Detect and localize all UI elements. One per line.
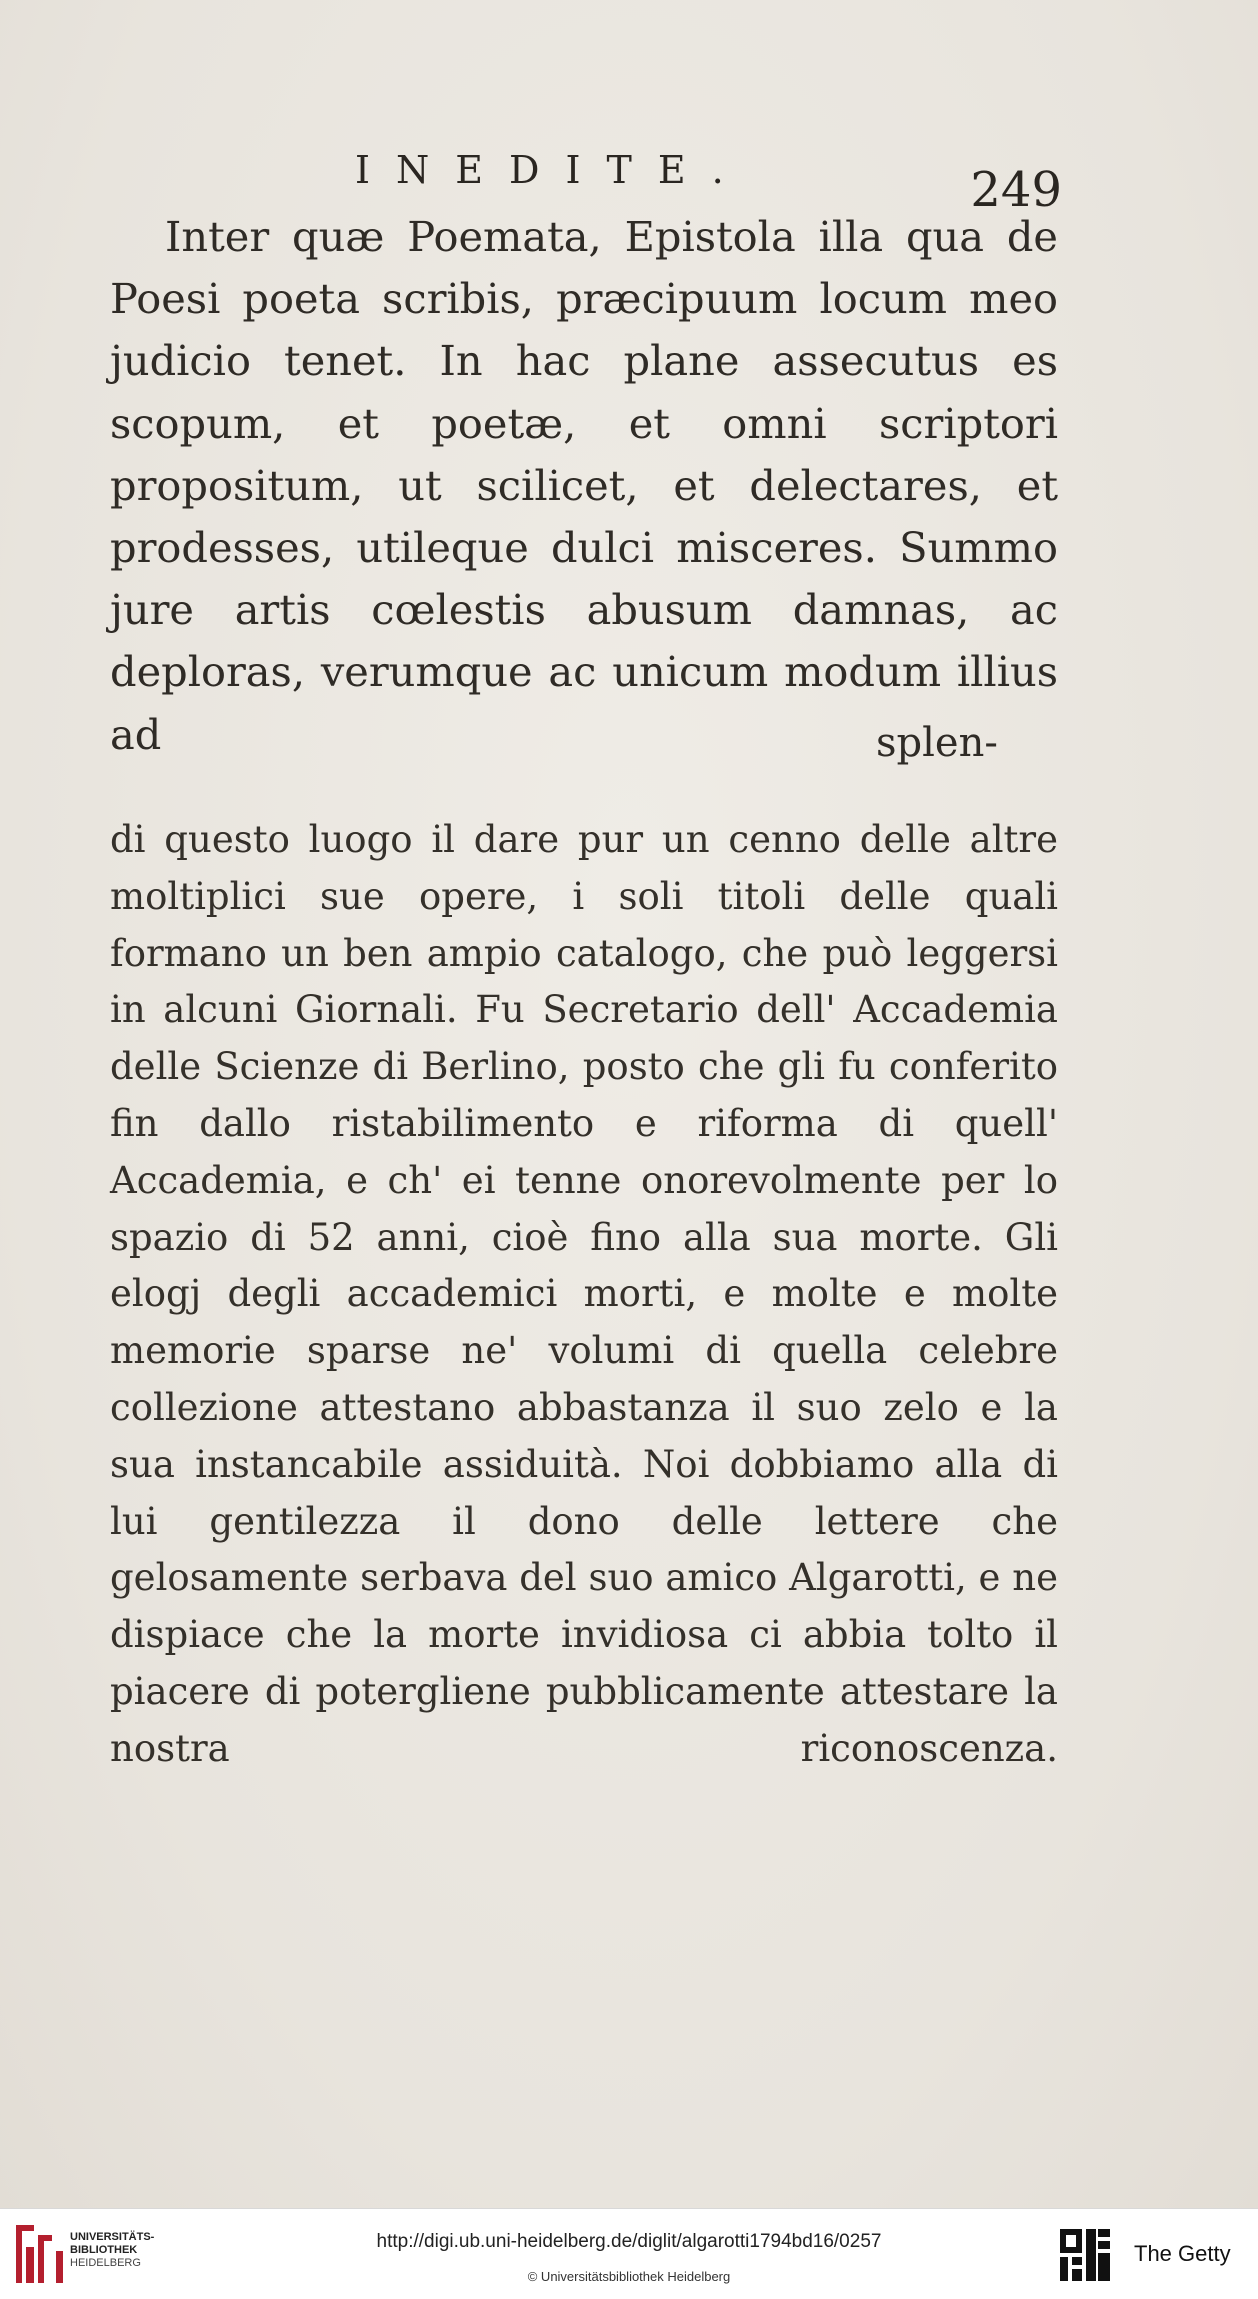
permalink-url[interactable]: http://digi.ub.uni-heidelberg.de/diglit/algarotti1794bd16/0257: [376, 2231, 882, 2252]
getty-name: The Getty: [1134, 2241, 1231, 2266]
running-title: INEDITE.: [355, 148, 750, 192]
page-header: [110, 148, 1070, 218]
catchword: splen-: [876, 720, 998, 766]
copyright-notice: © Universitätsbibliothek Heidelberg: [527, 2269, 731, 2284]
viewer-footer: [0, 2208, 1258, 2299]
latin-paragraph: [110, 206, 1058, 766]
university-library-name: UNIVERSITÄTS- BIBLIOTHEK HEIDELBERG: [70, 2231, 155, 2269]
page-number: 249: [970, 162, 1062, 218]
latin-paragraph-text: Inter quæ Poemata, Epistola illa qua de Poesi poeta scribis, præcipuum locum meo judicio tenet. In hac plane assecutus es scopum, et poetæ, et omni scriptori propositum, ut scilicet, et delectares, et prodesses, utileque dulci misceres. Summo jure artis cœlestis abusum damnas, ac deploras, verumque ac unicum modum illius ad: [110, 212, 1058, 759]
getty-logo: [1058, 2227, 1112, 2283]
italian-paragraph: di questo luogo il dare pur un cenno delle altre moltiplici sue opere, i soli titoli delle quali formano un ben ampio catalogo, che può leggersi in alcuni Giornali. Fu Secretario dell' Accademia delle Scienze di Berlino, posto che gli fu conferito fin dallo ristabilimento e riforma di quell' Accademia, e ch' ei tenne onorevolmente per lo spazio di 52 anni, cioè fino alla sua morte. Gli elogj degli accademici morti, e molte e molte memorie sparse ne' volumi di quella celebre collezione attestano abbastanza il suo zelo e la sua instancabile assiduità. Noi dobbiamo alla di lui gentilezza il dono delle lettere che gelosamente serbava del suo amico Algarotti, e ne dispiace che la morte invidiosa ci abbia tolto il piacere di potergliene pubblicamente attestare la nostra riconoscenza.: [110, 818, 1058, 1770]
